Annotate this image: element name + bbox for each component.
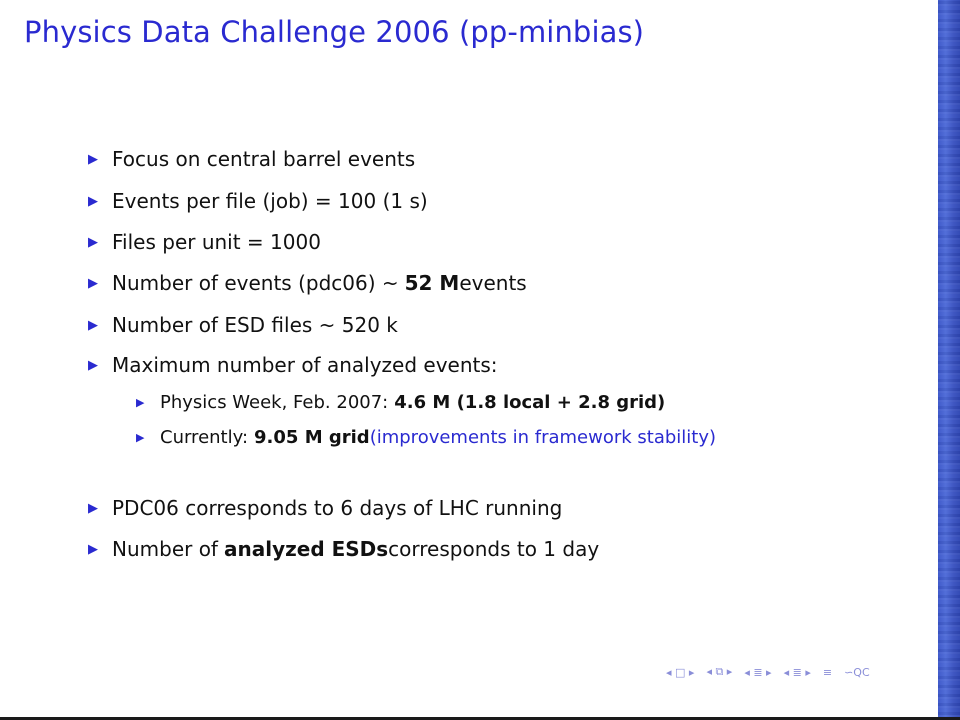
bullet-arrow-icon: ▶ [136,395,145,409]
list-item [88,536,599,562]
bullet-arrow-icon: ▶ [88,357,98,373]
list-item-text-bold: analyzed ESDs [223,537,389,561]
list-item [88,229,321,255]
list-item-text: PDC06 corresponds to 6 days of LHC running [112,496,563,520]
bullet-arrow-icon: ▶ [88,500,98,516]
bullet-arrow-icon: ▶ [88,193,98,209]
bullet-arrow-icon: ▶ [136,430,145,444]
list-item-text-post: events [459,271,527,295]
sub-item-text-pre: Currently: [160,426,249,448]
bullet-arrow-icon: ▶ [88,317,98,333]
list-item [88,352,498,378]
sub-list-item [136,390,665,414]
sub-item-text-blue: (improvements in framework stability) [369,426,717,448]
list-item-text-bold: 52 M [404,271,460,295]
list-item-text: Number of ESD files ~ 520 k [112,313,398,337]
sidebar-decoration [938,0,960,717]
page-title: Physics Data Challenge 2006 (pp-minbias) [24,15,645,49]
bullet-arrow-icon: ▶ [88,151,98,167]
list-item-text: Focus on central barrel events [112,147,416,171]
list-item-text-pre: Number of events (pdc06) ~ [112,271,399,295]
align-icon[interactable]: ≡ [822,665,833,679]
bullet-arrow-icon: ▶ [88,275,98,291]
list-item-text: Maximum number of analyzed events: [112,353,498,377]
sub-item-text-pre: Physics Week, Feb. 2007: [160,391,389,413]
subsection-nav-icon[interactable]: ◂ ⧉ ▸ [706,665,733,678]
sub-item-text-bold: 4.6 M (1.8 local + 2.8 grid) [394,391,666,413]
section-nav-icon[interactable]: ◂ ≣ ▸ [744,665,772,679]
list-item-text-pre: Number of [112,537,218,561]
list-item [88,146,415,172]
sub-item-text-bold: 9.05 M grid [254,426,370,448]
bullet-arrow-icon: ▶ [88,234,98,250]
frame-nav-icon[interactable]: ◂ □ ▸ [666,665,695,679]
list-item-text: Files per unit = 1000 [112,230,321,254]
list-item [88,495,562,521]
subsection-list-nav-icon[interactable]: ◂ ≣ ▸ [783,665,811,679]
list-item [88,188,428,214]
list-item-text: Events per file (job) = 100 (1 s) [112,189,428,213]
search-icon[interactable]: ∽QC [844,665,870,679]
sub-list-item [136,425,716,449]
list-item-text-post: corresponds to 1 day [388,537,600,561]
list-item [88,270,527,296]
list-item [88,312,398,338]
bullet-arrow-icon: ▶ [88,541,98,557]
beamer-navigation [666,664,870,680]
